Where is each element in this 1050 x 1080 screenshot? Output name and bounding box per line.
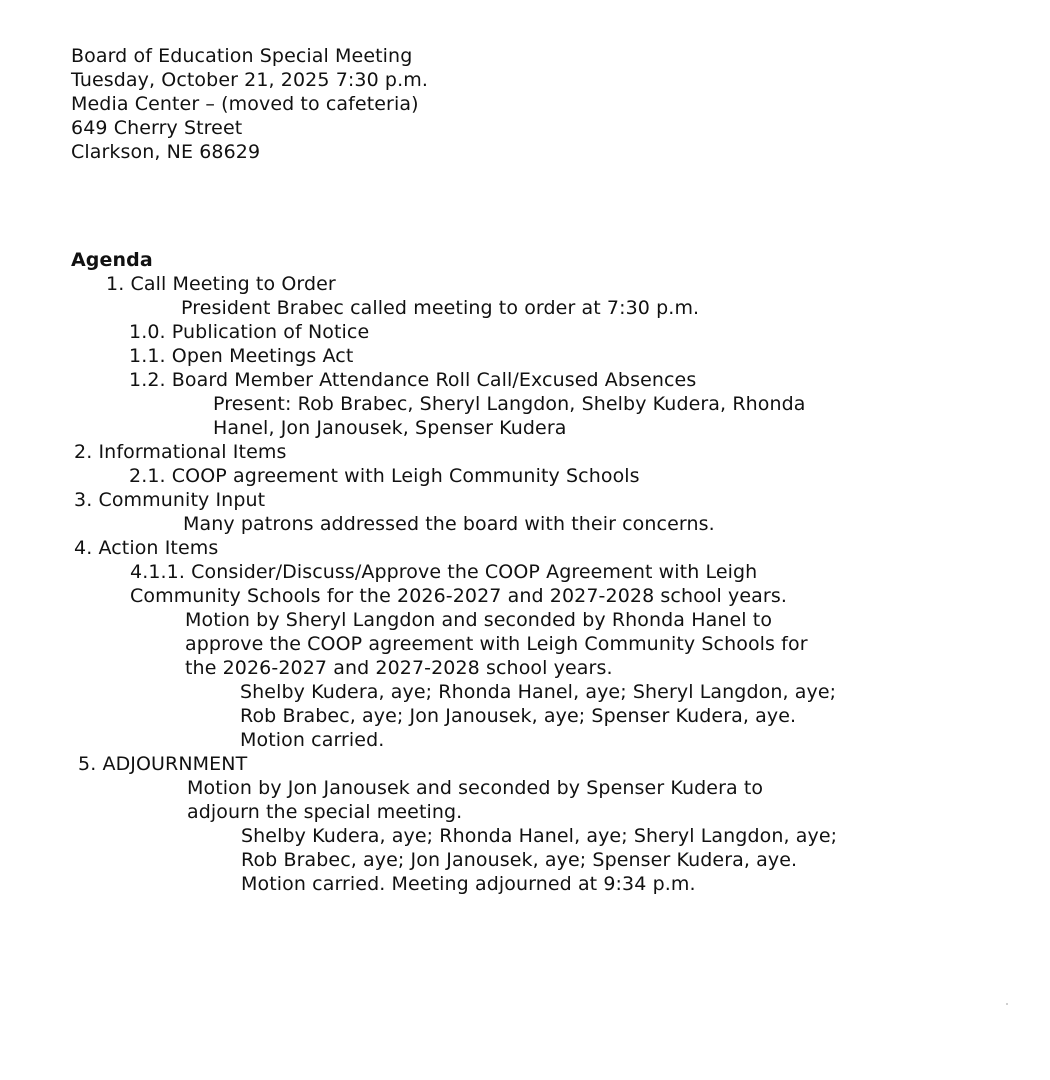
adjourn-result: Motion carried. Meeting adjourned at 9:34 p.m. — [241, 873, 696, 895]
meeting-city: Clarkson, NE 68629 — [71, 141, 261, 163]
motion-text-line-1: Motion by Sheryl Langdon and seconded by Rhonda Hanel to — [185, 609, 773, 631]
vote-record-line-2: Rob Brabec, aye; Jon Janousek, aye; Spenser Kudera, aye. — [240, 705, 797, 727]
agenda-item-1-1: 1.1. Open Meetings Act — [129, 345, 354, 367]
agenda-item-1-0: 1.0. Publication of Notice — [129, 321, 370, 343]
agenda-item-1-2: 1.2. Board Member Attendance Roll Call/Excused Absences — [129, 369, 697, 391]
motion-result: Motion carried. — [240, 729, 385, 751]
attendance-present-line-2: Hanel, Jon Janousek, Spenser Kudera — [213, 417, 567, 439]
motion-text-line-3: the 2026-2027 and 2027-2028 school years. — [185, 657, 613, 679]
motion-text-line-2: approve the COOP agreement with Leigh Community Schools for — [185, 633, 808, 655]
meeting-location: Media Center – (moved to cafeteria) — [71, 93, 419, 115]
agenda-item-2-label: 2. Informational Items — [74, 441, 287, 463]
agenda-item-3-label: 3. Community Input — [74, 489, 266, 511]
adjourn-vote-line-1: Shelby Kudera, aye; Rhonda Hanel, aye; Sheryl Langdon, aye; — [241, 825, 838, 847]
agenda-item-1-note: President Brabec called meeting to order at 7:30 p.m. — [181, 297, 700, 319]
meeting-title: Board of Education Special Meeting — [71, 45, 413, 67]
meeting-datetime: Tuesday, October 21, 2025 7:30 p.m. — [71, 69, 428, 91]
agenda-item-4-1-1-line-1: 4.1.1. Consider/Discuss/Approve the COOP Agreement with Leigh — [130, 561, 758, 583]
agenda-item-5-label: 5. ADJOURNMENT — [78, 753, 248, 775]
attendance-present-line-1: Present: Rob Brabec, Sheryl Langdon, Shelby Kudera, Rhonda — [213, 393, 806, 415]
agenda-item-2-1: 2.1. COOP agreement with Leigh Community Schools — [129, 465, 640, 487]
scan-speck — [1006, 1003, 1008, 1005]
agenda-item-1-label: 1. Call Meeting to Order — [106, 273, 336, 295]
adjourn-motion-line-2: adjourn the special meeting. — [187, 801, 463, 823]
adjourn-vote-line-2: Rob Brabec, aye; Jon Janousek, aye; Spenser Kudera, aye. — [241, 849, 798, 871]
agenda-item-4-1-1-line-2: Community Schools for the 2026-2027 and 2027-2028 school years. — [130, 585, 787, 607]
agenda-item-3-note: Many patrons addressed the board with their concerns. — [183, 513, 715, 535]
agenda-item-4-label: 4. Action Items — [74, 537, 219, 559]
agenda-heading: Agenda — [71, 249, 153, 271]
adjourn-motion-line-1: Motion by Jon Janousek and seconded by Spenser Kudera to — [187, 777, 764, 799]
vote-record-line-1: Shelby Kudera, aye; Rhonda Hanel, aye; Sheryl Langdon, aye; — [240, 681, 837, 703]
meeting-street: 649 Cherry Street — [71, 117, 243, 139]
